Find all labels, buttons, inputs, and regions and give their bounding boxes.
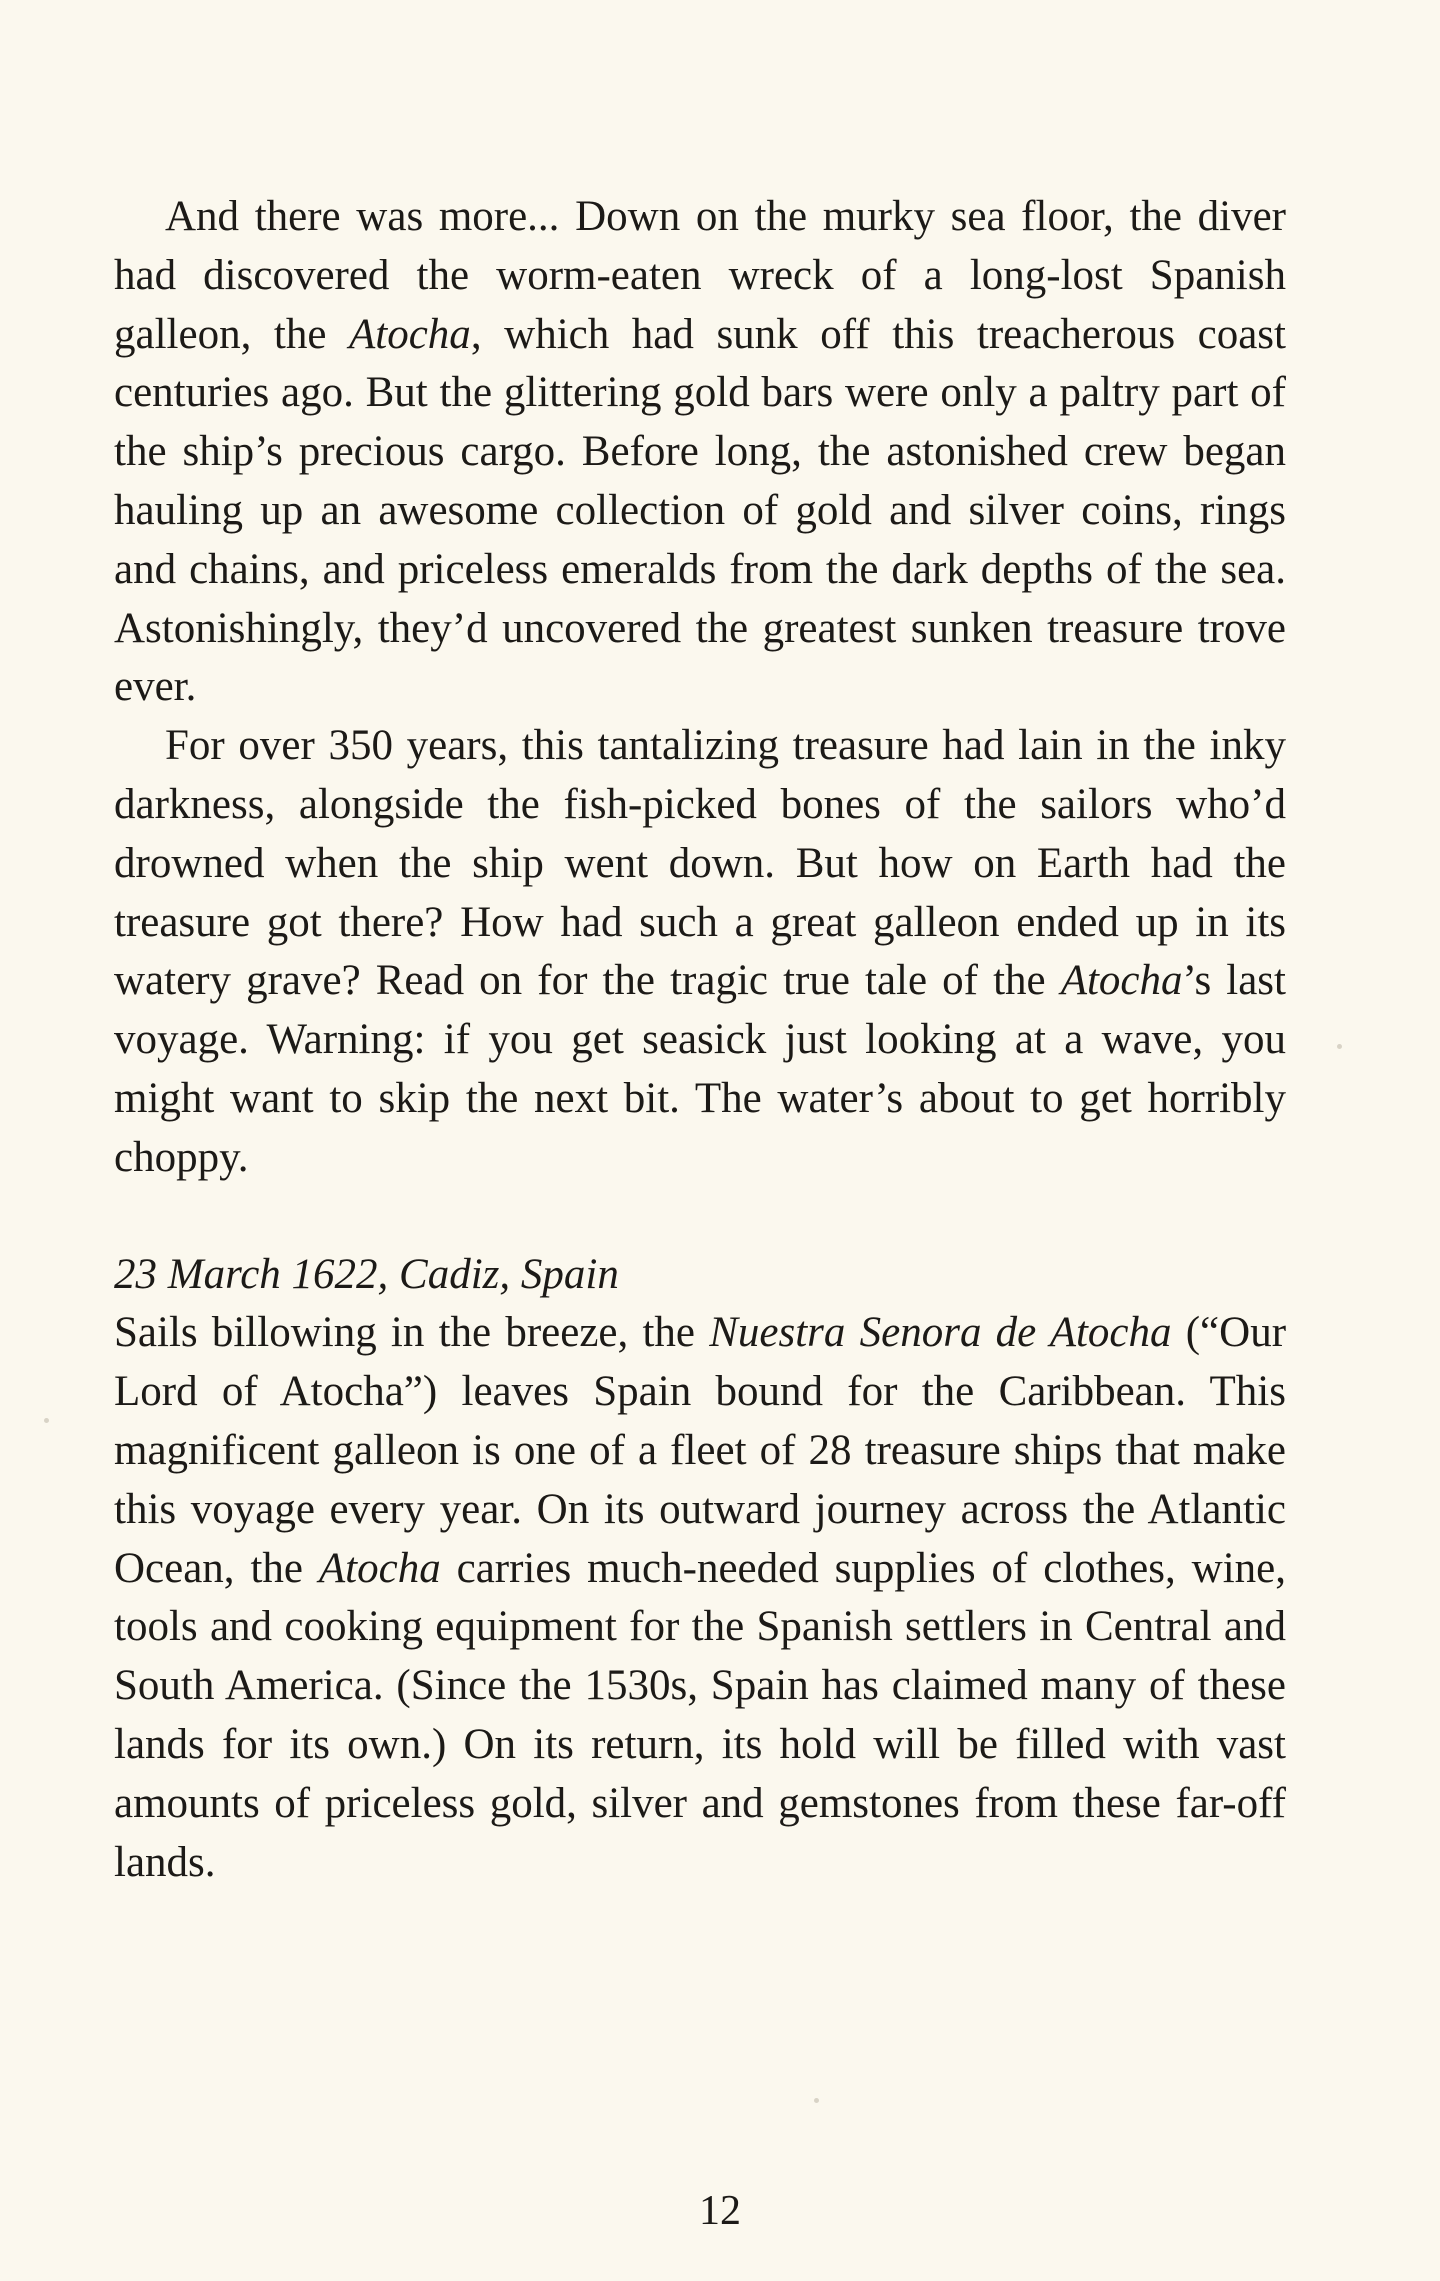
paragraph-2-text-b: ’s last voyage. Warning: if you get seasick just looking at a wave, you might want to skip the next bit. The water’s about to get horribly choppy.: [114, 957, 1286, 1181]
paragraph-3-ship-name: Atocha: [318, 1544, 441, 1592]
paragraph-2: [114, 717, 1286, 1187]
paragraph-1: [114, 188, 1286, 717]
paragraph-2-text-a: For over 350 years, this tantalizing treasure had lain in the inky darkness, alongside the fish-picked bones of the sailors who’d drowned when the ship went down. But how on Earth had the treasure got there? How had such a great galleon ended up in its watery grave? Read on for the tragic true tale of the: [114, 722, 1286, 1005]
body-text: [114, 188, 1286, 1892]
paper-speck: [814, 2098, 819, 2103]
paragraph-3-text-b: (“Our Lord of Atocha”) leaves Spain bound for the Caribbean. This magnificent galleon is one of a fleet of 28 treasure ships that make this voyage every year. On its outward journey across the Atlantic Ocean, the: [114, 1309, 1287, 1592]
paper-speck: [44, 1418, 49, 1423]
dateline-heading: 23 March 1622, Cadiz, Spain: [114, 1250, 619, 1298]
paragraph-3-text-c: carries much-needed supplies of clothes, wine, tools and cooking equipment for the Spanish settlers in Central and South America. (Since the 1530s, Spain has claimed many of these lands for its own.) On its return, its hold will be filled with vast amounts of priceless gold, silver and gemstones from these far-off lands.: [114, 1544, 1286, 1886]
paragraph-3-ship-full-name: Nuestra Senora de Atocha: [709, 1309, 1172, 1357]
paragraph-2-ship-name: Atocha: [1060, 957, 1183, 1005]
page-number: 12: [699, 2188, 741, 2234]
paper-speck: [1337, 1044, 1342, 1049]
paragraph-1-text-b: , which had sunk off this treacherous coast centuries ago. But the glittering gold bars were only a paltry part of the ship’s precious cargo. Before long, the astonished crew began hauling up an awesome collection of gold and silver coins, rings and chains, and priceless emeralds from the dark depths of the sea. Astonishingly, they’d uncovered the greatest sunken treasure trove ever.: [114, 310, 1286, 711]
paragraph-3-text-a: Sails billowing in the breeze, the: [114, 1309, 710, 1357]
paragraph-3: [114, 1304, 1286, 1892]
paragraph-1-text-a: And there was more... Down on the murky sea floor, the diver had discovered the worm-eaten wreck of a long-lost Spanish galleon, the: [114, 193, 1286, 358]
paragraph-1-ship-name: Atocha: [349, 310, 471, 358]
